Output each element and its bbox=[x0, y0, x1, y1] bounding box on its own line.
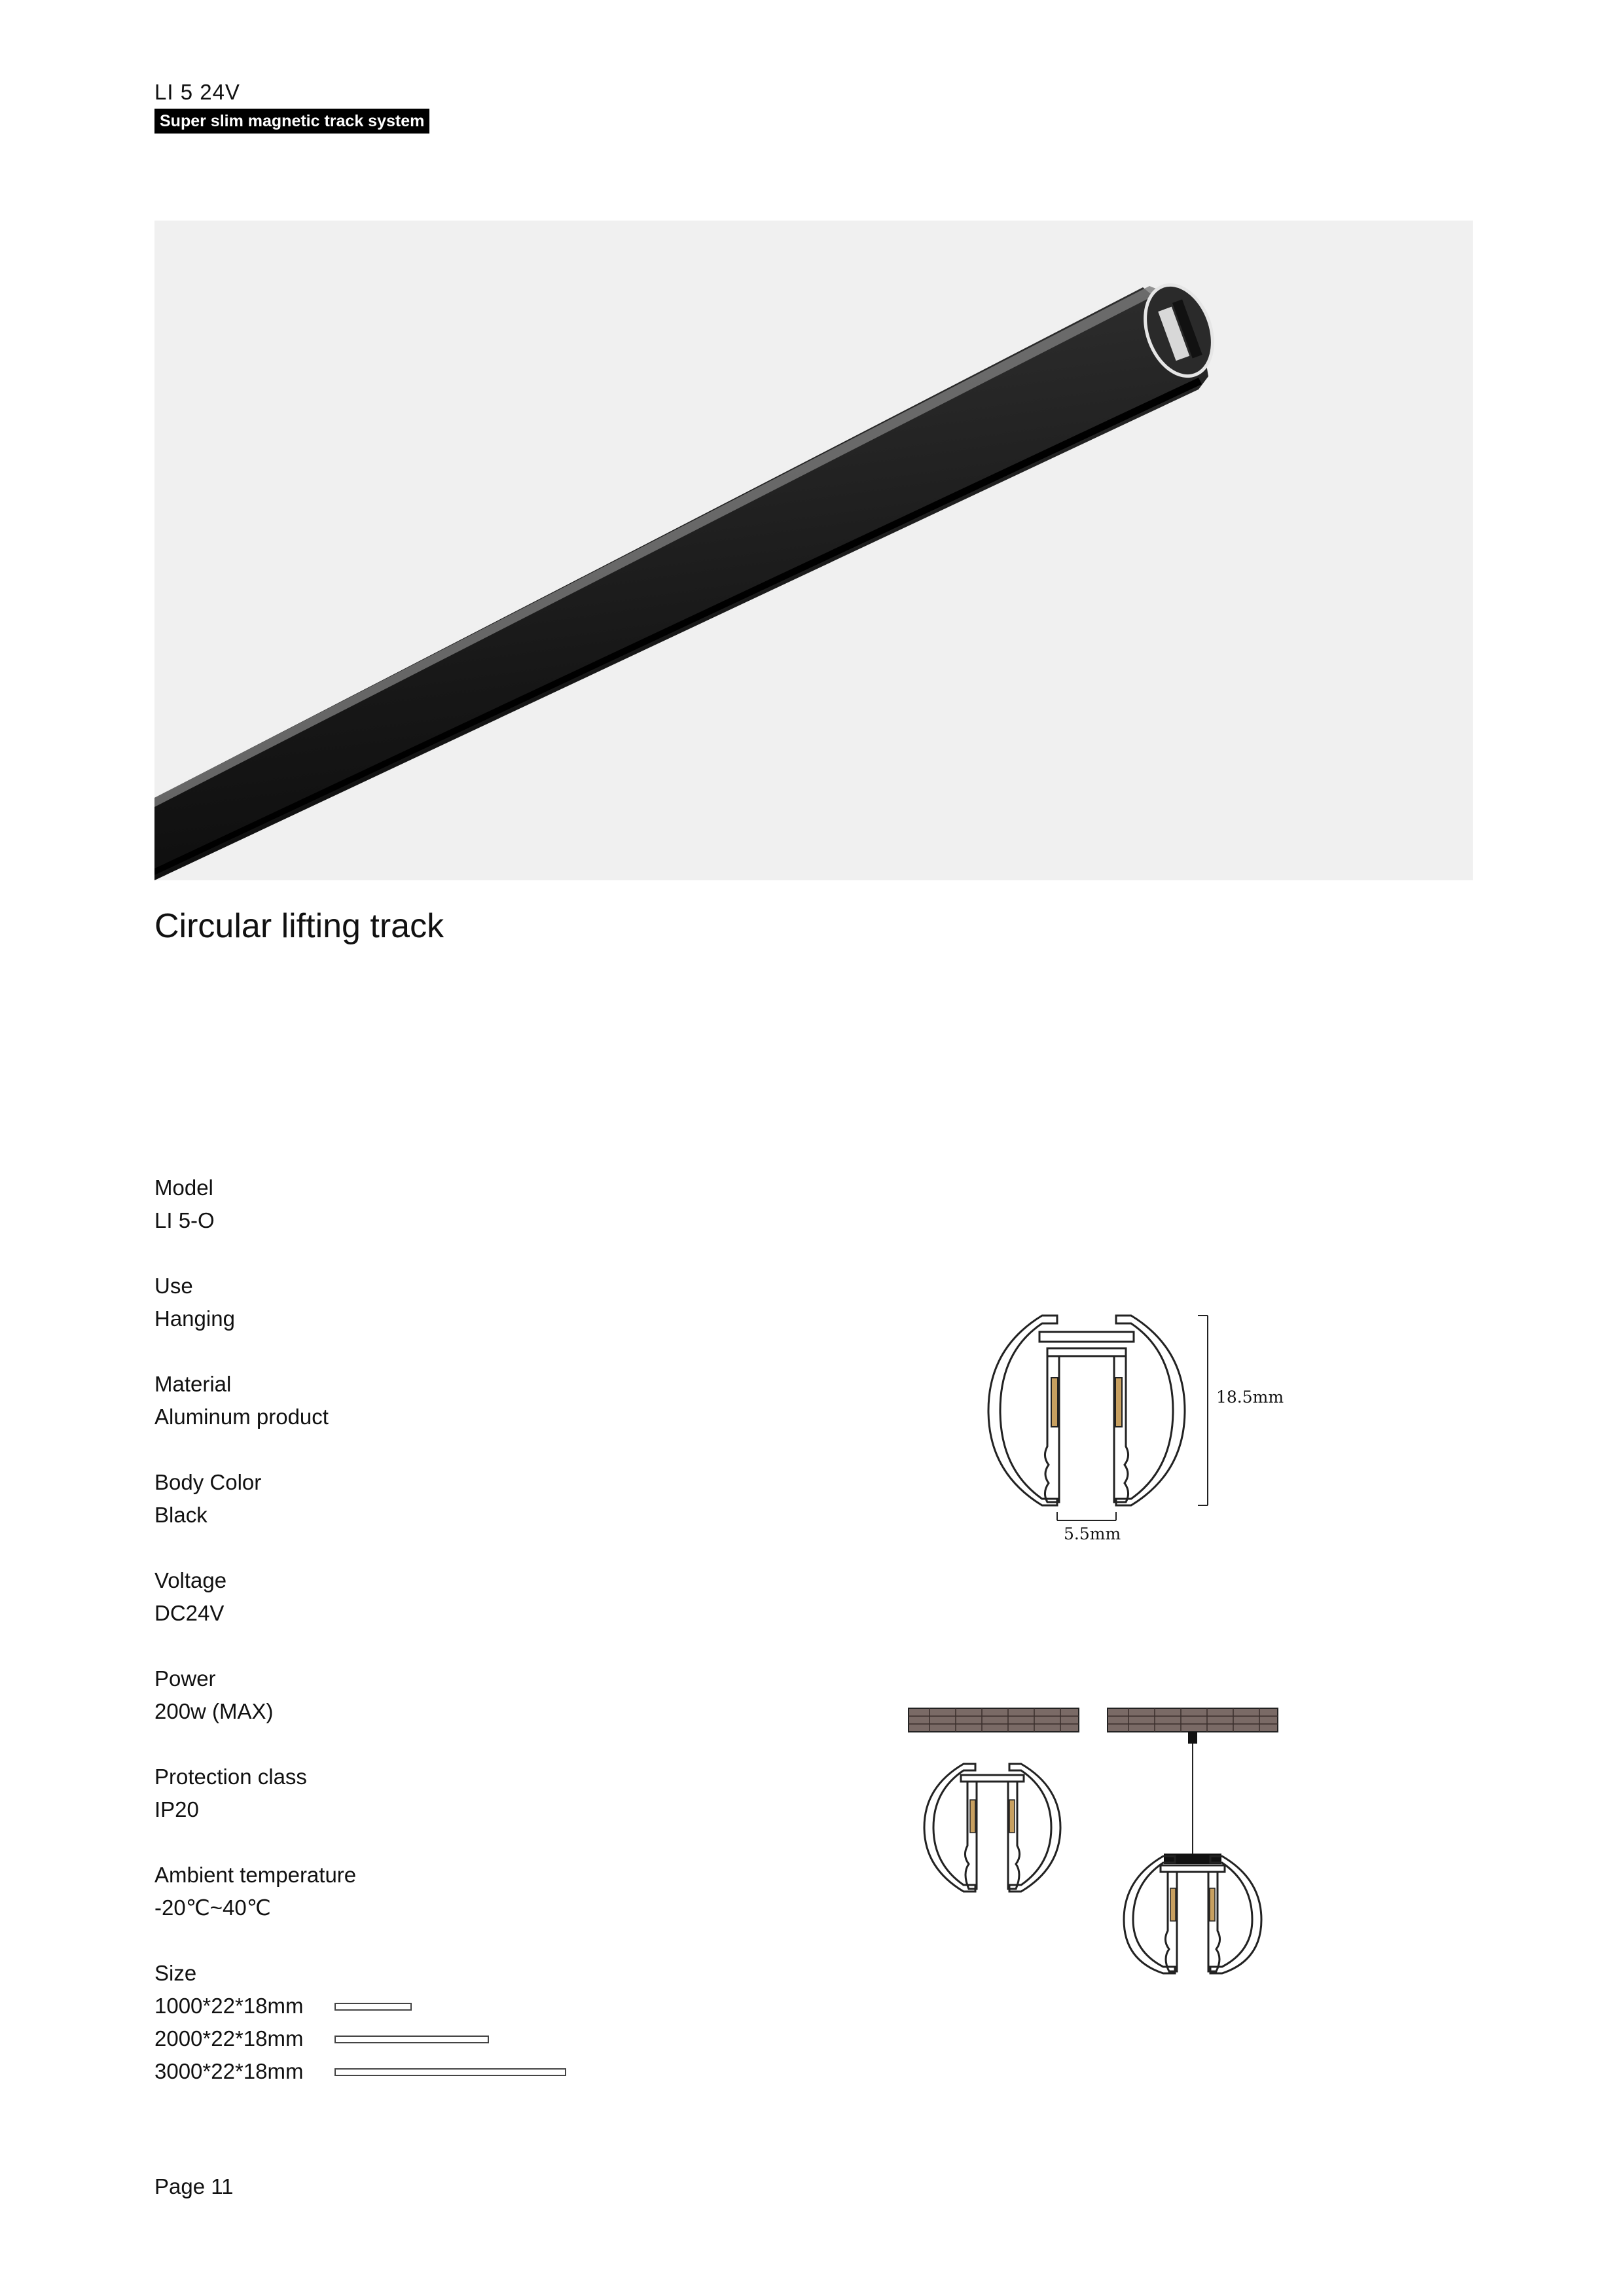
spec-value: LI 5-O bbox=[154, 1208, 215, 1232]
size-value: 2000*22*18mm bbox=[154, 2026, 304, 2051]
spec-material bbox=[154, 1368, 329, 1433]
suspended-track bbox=[1124, 1856, 1261, 1973]
size-row-3000 bbox=[154, 2055, 744, 2088]
spec-value: Aluminum product bbox=[154, 1405, 329, 1429]
size-row-1000 bbox=[154, 1990, 744, 2022]
cross-section-drawing bbox=[969, 1296, 1322, 1545]
page-number: Page 11 bbox=[154, 2174, 234, 2198]
size-row-2000 bbox=[154, 2022, 744, 2055]
spec-power bbox=[154, 1662, 274, 1728]
spec-value: -20℃~40℃ bbox=[154, 1895, 271, 1920]
size-length-bar bbox=[334, 2003, 412, 2011]
spec-model bbox=[154, 1172, 215, 1237]
spec-value: DC24V bbox=[154, 1601, 225, 1625]
header-model-voltage: LI 5 24V bbox=[154, 80, 240, 104]
size-label: Size bbox=[154, 1961, 197, 1985]
header-tagline: Super slim magnetic track system bbox=[154, 109, 429, 134]
spec-voltage bbox=[154, 1564, 226, 1630]
contact-strip bbox=[1210, 1888, 1215, 1921]
spec-label: Use bbox=[154, 1274, 193, 1298]
product-photo bbox=[154, 221, 1473, 880]
size-length-bar bbox=[334, 2036, 489, 2043]
spec-use bbox=[154, 1270, 235, 1335]
ceiling-slab-left bbox=[909, 1708, 1079, 1732]
track-render bbox=[154, 221, 1473, 880]
size-value: 1000*22*18mm bbox=[154, 1994, 304, 2018]
contact-strip-right bbox=[1115, 1378, 1122, 1427]
ceiling-mount bbox=[1188, 1732, 1197, 1744]
spec-label: Power bbox=[154, 1666, 216, 1691]
spec-label: Body Color bbox=[154, 1470, 262, 1494]
spec-value: IP20 bbox=[154, 1797, 199, 1821]
spec-value: Hanging bbox=[154, 1306, 235, 1331]
surface-mounted-track bbox=[924, 1764, 1060, 1892]
contact-strip bbox=[1170, 1888, 1176, 1921]
spec-body-color bbox=[154, 1466, 261, 1532]
contact-strip bbox=[1009, 1800, 1015, 1833]
ceiling-slab-right bbox=[1108, 1708, 1278, 1732]
spec-label: Protection class bbox=[154, 1765, 307, 1789]
spec-ambient-temperature bbox=[154, 1859, 356, 1924]
spec-label: Model bbox=[154, 1175, 213, 1200]
contact-strip bbox=[970, 1800, 975, 1833]
spec-label: Voltage bbox=[154, 1568, 227, 1592]
product-title: Circular lifting track bbox=[154, 907, 444, 945]
spec-protection-class bbox=[154, 1761, 307, 1826]
spec-value: 200w (MAX) bbox=[154, 1699, 274, 1723]
spec-label: Material bbox=[154, 1372, 232, 1396]
spec-label: Ambient temperature bbox=[154, 1863, 357, 1887]
size-value: 3000*22*18mm bbox=[154, 2059, 304, 2083]
width-dimension: 5.5mm bbox=[1064, 1524, 1121, 1543]
installation-diagrams bbox=[903, 1702, 1283, 1977]
height-dimension: 18.5mm bbox=[1216, 1388, 1284, 1407]
spec-value: Black bbox=[154, 1503, 208, 1527]
contact-strip-left bbox=[1051, 1378, 1058, 1427]
size-length-bar bbox=[334, 2068, 566, 2076]
